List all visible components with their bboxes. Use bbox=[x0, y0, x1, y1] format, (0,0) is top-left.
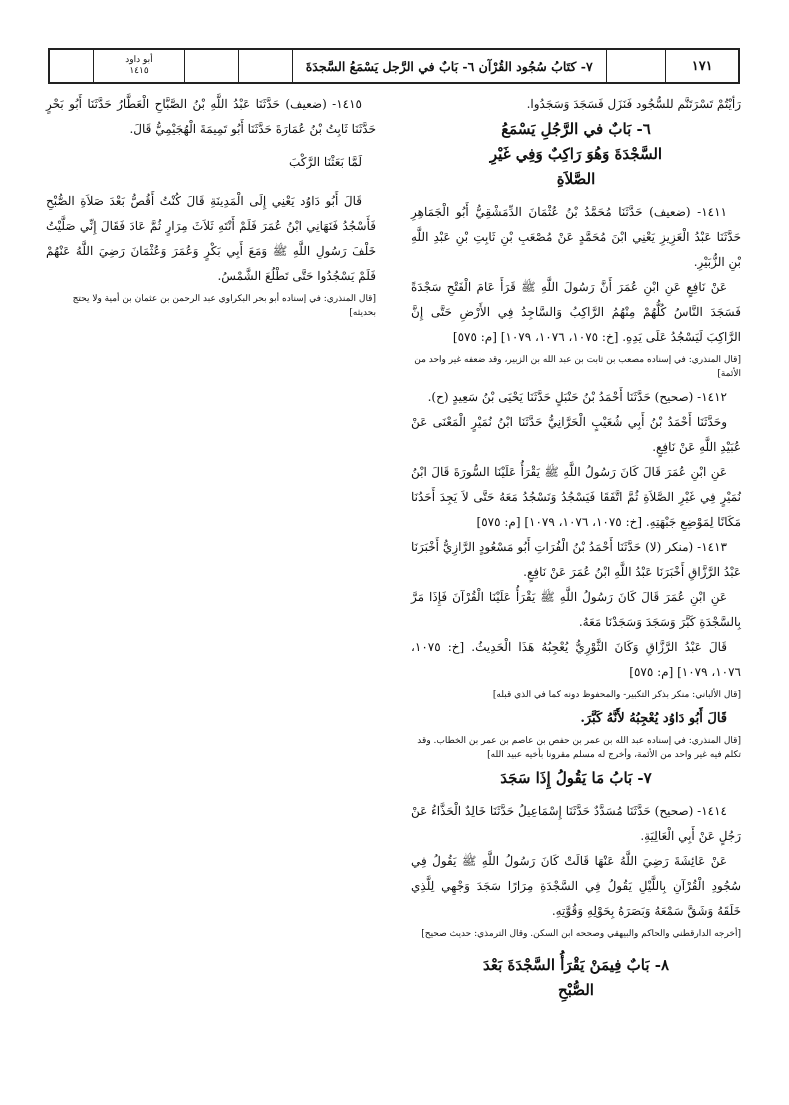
hadith-text: عَنْ عَائِشَةَ رَضِيَ اللَّهُ عَنْهَا قَالَتْ كَانَ رَسُولُ اللَّهِ ﷺ يَقُولُ فِي سُجُودِ الْقُرْآنِ بِاللَّيْلِ يَقُولُ فِي السَّجْدَةِ مِرَارًا سَجَدَ وَجْهِي لِلَّذِي خَلَقَهُ وَشَقَّ سَمْعَهُ وَبَصَرَهُ بِحَوْلِهِ وَقُوَّتِهِ. bbox=[411, 854, 741, 918]
header-empty-cell bbox=[185, 50, 239, 82]
hadith-text: قَالَ أَبُو دَاوُد يَعْنِي إِلَى الْمَدِينَةِ قَالَ كُنْتُ أَقُصُّ بَعْدَ صَلاَةِ الصُّبْحِ فَأَسْجُدُ فَنَهَانِي ابْنُ عُمَرَ فَلَمْ أَنْتَهِ ثَلاَثَ مِرَارٍ ثُمَّ عَادَ فَقَالَ إِنِّي صَلَّيْتُ خَلْفَ رَسُولِ اللَّهِ ﷺ وَمَعَ أَبِي بَكْرٍ وَعُمَرَ وَعُثْمَانَ رَضِيَ اللَّهُ عَنْهُمْ فَلَمْ يَسْجُدُوا حَتَّى تَطْلُعَ الشَّمْسُ. bbox=[46, 194, 376, 283]
footnote: [قال المنذري: في إسناده مصعب بن ثابت بن عبد الله بن الزبير، وقد ضعفه غير واحد من الأئمة] bbox=[414, 355, 741, 379]
hadith-text: عَنِ ابْنِ عُمَرَ قَالَ كَانَ رَسُولُ اللَّهِ ﷺ يَقْرَأُ عَلَيْنَا الْقُرْآنَ فَإِذَا مَرَّ بِالسَّجْدَةِ كَبَّرَ وَسَجَدَ وَسَجَدْنَا مَعَهُ. bbox=[411, 590, 741, 629]
header-empty-cell bbox=[50, 50, 94, 82]
header-reference bbox=[94, 50, 185, 82]
footnote: [قال الألباني: منكر بذكر التكبير- والمحفوظ دونه كما في الذي قبله] bbox=[492, 690, 741, 700]
header-empty-cell bbox=[607, 50, 667, 82]
header-ref-number: ١٤١٥ bbox=[129, 66, 149, 76]
abu-dawud-comment: قَالَ أَبُو دَاوُد يُعْجِبُهُ لأَنَّهُ كَبَّرَ. bbox=[580, 711, 727, 726]
footnote: [قال المنذري: في إسناده عبد الله بن عمر بن حفص بن عاصم بن عمر بن الخطاب. وقد تكلم فيه غير واحد من الأئمة، وأخرج له مسلم مقرونا بأخيه عبيد الله] bbox=[417, 736, 741, 760]
hadith-text: ١٤١٥- (ضعيف) حَدَّثَنَا عَبْدُ اللَّهِ بْنُ الصَّبَّاحِ الْعَطَّارُ حَدَّثَنَا أَبُو بَحْرٍ حَدَّثَنَا ثَابِتُ بْنُ عُمَارَةَ حَدَّثَنَا أَبُو تَمِيمَةَ الْهُجَيْمِيُّ قَالَ. bbox=[46, 97, 376, 136]
footnote: [قال المنذري: في إسناده أبو بحر البكراوي عبد الرحمن بن عثمان بن أمية ولا يحتج بحديثه] bbox=[72, 294, 376, 318]
right-column bbox=[411, 92, 741, 1003]
hadith-text: ١٤١٢- (صحيح) حَدَّثَنَا أَحْمَدُ بْنُ حَنْبَلٍ حَدَّثَنَا يَحْيَى بْنُ سَعِيدٍ (ح). bbox=[427, 390, 727, 404]
header-page-number: ١٧١ bbox=[691, 58, 713, 74]
chapter-title: ٦- بَابٌ في الرَّجُلِ يَسْمَعُ bbox=[501, 120, 651, 138]
header-chapter-title: ٧- كتَابُ سُجُود القُرْآن ٦- بَابٌ في الرَّجل يَسْمَعُ السَّجدَةَ bbox=[293, 50, 607, 82]
hadith-text: عَنْ نَافِعٍ عَنِ ابْنِ عُمَرَ أَنَّ رَسُولَ اللَّهِ ﷺ قَرَأَ عَامَ الْفَتْحِ سَجْدَةً فَسَجَدَ النَّاسُ كُلُّهُمْ مِنْهُمُ الرَّاكِبُ وَالسَّاجِدُ فِي الأَرْضِ حَتَّى إِنَّ الرَّاكِبَ لَيَسْجُدُ عَلَى يَدِهِ. [خ: ١٠٧٥، ١٠٧٦، ١٠٧٩] [م: ٥٧٥] bbox=[411, 280, 741, 344]
hadith-text: وحَدَّثَنَا أَحْمَدُ بْنُ أَبِي شُعَيْبٍ الْحَرَّانِيُّ حَدَّثَنَا ابْنُ نُمَيْرٍ الْمَعْنَى عَنْ عُبَيْدِ اللَّهِ عَنْ نَافِعٍ. bbox=[411, 415, 741, 454]
left-column bbox=[46, 92, 376, 324]
hadith-text: قَالَ عَبْدُ الرَّزَّاقِ وَكَانَ الثَّوْرِيُّ يُعْجِبُهُ هَذَا الْحَدِيثُ. [خ: ١٠٧٥، ١٠٧٦، ١٠٧٩] [م: ٥٧٥] bbox=[411, 640, 741, 679]
chapter-title: الصَّلاَةِ bbox=[556, 170, 596, 188]
chapter-title: الصُّبْحِ bbox=[558, 981, 594, 999]
hadith-text: ١٤١٣- (منكر (لا) حَدَّثَنَا أَحْمَدُ بْنُ الْفُرَاتِ أَبُو مَسْعُودٍ الرَّازِيُّ أَخْبَرَنَا عَبْدُ الرَّزَّاقِ أَخْبَرَنَا عَبْدُ اللَّهِ ابْنُ عُمَرَ عَنْ نَافِعٍ. bbox=[411, 540, 741, 579]
text-line: رَأيْتُمْ تَسْرَتَنَّم للسُّجُود فَنَزَل فَسَجَدَ وَسَجَدُوا. bbox=[526, 97, 741, 111]
chapter-title: ٧- بَابُ مَا يَقُولُ إِذَا سَجَدَ bbox=[500, 769, 652, 787]
hadith-text: عَنِ ابْنِ عُمَرَ قَالَ كَانَ رَسُولُ اللَّهِ ﷺ يَقْرَأُ عَلَيْنَا السُّورَةَ قَالَ ابْنُ نُمَيْرٍ فِي غَيْرِ الصَّلاَةِ ثُمَّ اتَّفَقَا فَيَسْجُدُ وَنَسْجُدُ مَعَهُ حَتَّى لاَ يَجِدَ أَحَدُنَا مَكَانًا لِمَوْضِعِ جَبْهَتِهِ. [خ: ١٠٧٥، ١٠٧٦، ١٠٧٩] [م: ٥٧٥] bbox=[411, 465, 741, 529]
hadith-text: ١٤١١- (ضعيف) حَدَّثَنَا مُحَمَّدُ بْنُ عُثْمَانَ الدِّمَشْقِيُّ أَبُو الْجَمَاهِرِ حَدَّثَنَا عَبْدُ الْعَزِيزِ يَعْنِي ابْنَ مُحَمَّدٍ عَنْ مُصْعَبِ بْنِ ثَابِتِ بْنِ عَبْدِ اللَّهِ بْنِ الزُّبَيْرِ. bbox=[411, 205, 741, 269]
header-ref-source: أبو داود bbox=[125, 55, 153, 65]
hadith-text: لَمَّا بَعَثْنَا الرَّكْبَ bbox=[288, 155, 362, 169]
footnote: [أخرجه الدارقطني والحاكم والبيهقي وصححه ابن السكن. وقال الترمذي: حديث صحيح] bbox=[421, 929, 741, 939]
header-empty-cell bbox=[239, 50, 293, 82]
chapter-title: السَّجْدَةَ وَهُوَ رَاكِبٌ وَفِي غَيْرِ bbox=[489, 145, 663, 163]
page-header bbox=[48, 48, 740, 84]
hadith-text: ١٤١٤- (صحيح) حَدَّثَنَا مُسَدَّدٌ حَدَّثَنَا إِسْمَاعِيلُ حَدَّثَنَا خَالِدٌ الْحَذَّاءُ عَنْ رَجُلٍ عَنْ أَبِي الْعَالِيَةِ. bbox=[411, 804, 741, 843]
chapter-title: ٨- بَابٌ فِيمَنْ يَقْرَأُ السَّجْدَةَ بَعْدَ bbox=[482, 956, 670, 974]
